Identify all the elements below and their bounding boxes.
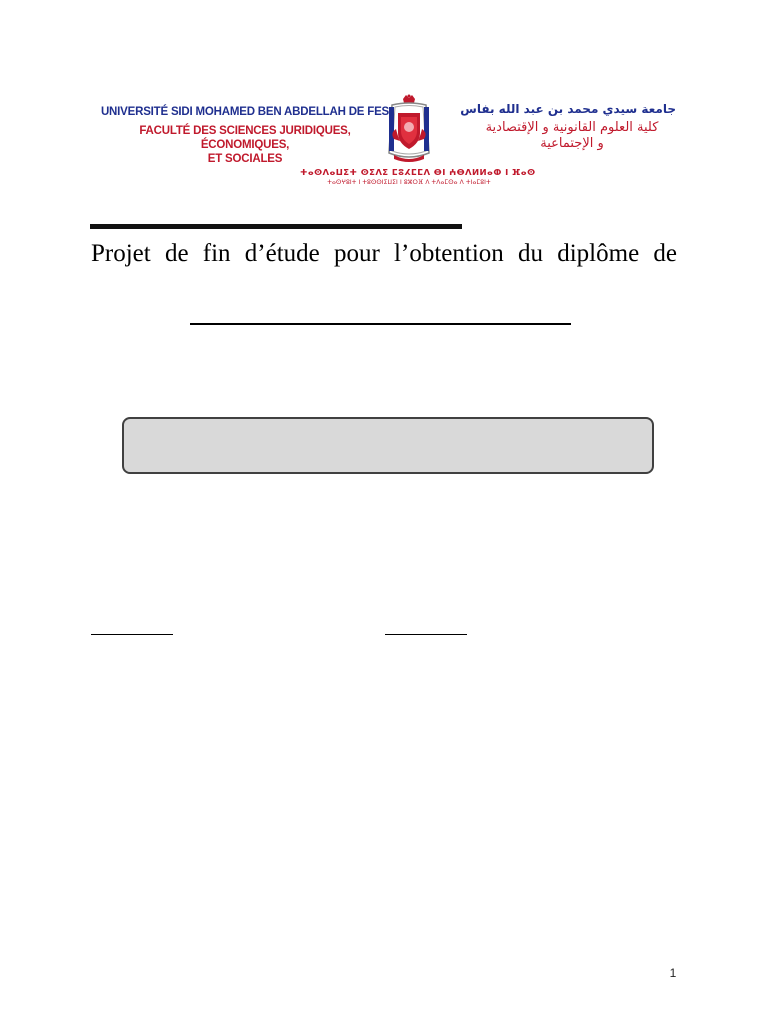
header-amazigh-block: [300, 168, 536, 186]
faculty-name-fr: [100, 124, 390, 166]
signature-line-left: [91, 634, 173, 635]
university-name-fr: UNIVERSITÉ SIDI MOHAMED BEN ABDELLAH DE FES: [100, 106, 390, 118]
project-title: Projet de fin d’étude pour l’obtention du diplôme de: [91, 240, 677, 267]
diploma-blank-line: [190, 323, 571, 325]
faculty-name-ar: [448, 120, 676, 152]
faculty-name-fr-line2: ET SOCIALES: [207, 153, 283, 165]
faculty-name-amazigh: ⵜⴰⵙⵖⵓⵏⵜ ⵏ ⵜⵓⵙⵙⵏⵉⵡⵉⵏ ⵏ ⵓⵣⵔⴼ ⴷ ⵜⴷⴰⵎⵙⴰ ⴷ ⵜⵏⴰⵎⵓⵏⵜ: [327, 179, 491, 186]
faculty-name-ar-line2: و الإجتماعية: [540, 136, 604, 151]
top-divider: [90, 224, 462, 229]
royal-emblem-icon: [384, 93, 434, 165]
header-arabic-block: [448, 102, 676, 152]
header-french-block: [100, 106, 390, 166]
faculty-name-fr-line1: FACULTÉ DES SCIENCES JURIDIQUES, ÉCONOMIQUES,: [139, 125, 351, 151]
page-number: 1: [669, 966, 677, 980]
university-name-ar: جامعة سيدي محمد بن عبد الله بفاس: [460, 102, 676, 116]
title-box: [122, 417, 654, 474]
faculty-name-ar-line1: كلية العلوم القانونية و الإقتصادية: [485, 120, 659, 135]
university-name-amazigh: ⵜⴰⵙⴷⴰⵡⵉⵜ ⵙⵉⴷⵉ ⵎⵓⵃⵎⵎⴷ ⴱⵏ ⵄⴱⴷⵍⵍⴰⵀ ⵏ ⴼⴰⵙ: [300, 168, 536, 178]
signature-line-right: [385, 634, 467, 635]
